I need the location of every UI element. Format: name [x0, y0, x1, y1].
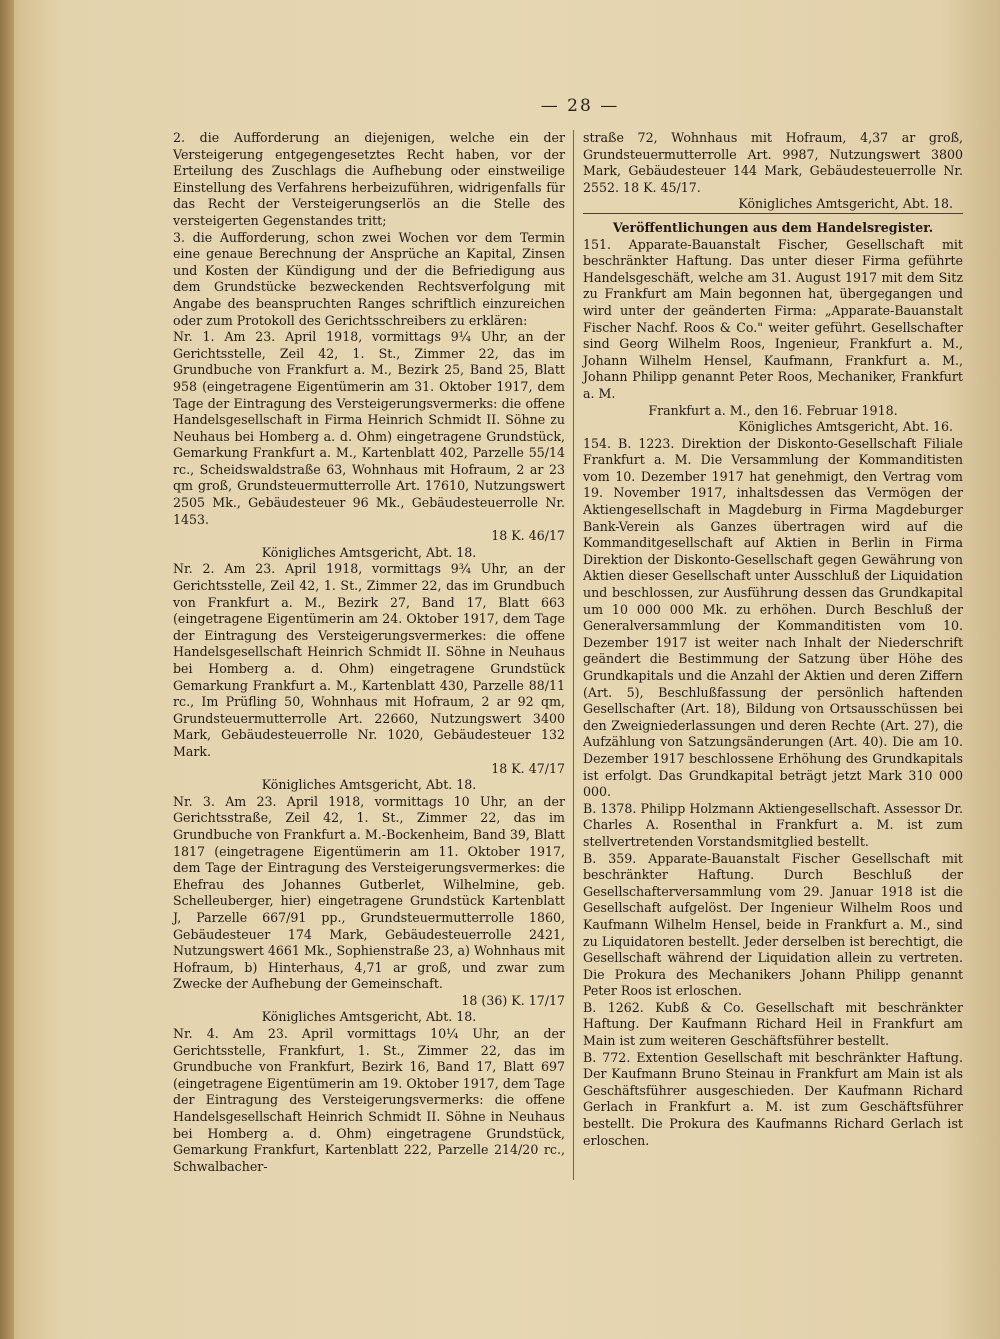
- left-column: [173, 130, 565, 1175]
- entry-nr-2: Nr. 2. Am 23. April 1918, vormittags 9¾ Uhr, an der Gerichtsstelle, Zeil 42, 1. St., Zimmer 22, das im Grundbuch von Frankfurt a. M., Bezirk 27, Band 17, Blatt 663 (eingetragene Eigentümerin am 24. Oktober 1917, dem Tage der Eintragung des Versteigerungsvermerkes: die offene Handelsgesellschaft Heinrich Schmidt II. Söhne in Neuhaus bei Homberg a. d. Ohm) eingetragene Grundstück Gemarkung Frankfurt a. M., Kartenblatt 430, Parzelle 88/11 rc., Im Prüfling 50, Wohnhaus mit Hofraum, 2 ar 92 qm, Grundsteuermutterrolle Art. 22660, Nutzungswert 3400 Mark, Gebäudesteuerrolle Nr. 1020, Gebäudesteuer 132 Mark.: [173, 561, 565, 759]
- register-entry-b1262: B. 1262. Kubß & Co. Gesellschaft mit beschränkter Haftung. Der Kaufmann Richard Heil in Frankfurt am Main ist zum weiteren Geschäftsführer bestellt.: [583, 999, 963, 1049]
- register-entry-b1378: B. 1378. Philipp Holzmann Aktiengesellschaft. Assessor Dr. Charles A. Rosenthal in Frankfurt a. M. ist zum stellvertretenden Vorstandsmitglied bestellt.: [583, 800, 963, 849]
- register-entry-b772: B. 772. Extention Gesellschaft mit beschränkter Haftung. Der Kaufmann Bruno Steinau in Frankfurt am Main ist als Geschäftsführer ausgeschieden. Der Kaufmann Richard Gerlach in Frankfurt a. M. ist zum Geschäftsführer bestellt. Die Prokura des Kaufmanns Richard Gerlach ist erloschen.: [583, 1049, 963, 1148]
- register-entry-151-date: Frankfurt a. M., den 16. Februar 1918.: [648, 402, 898, 418]
- entry-nr-1: Nr. 1. Am 23. April 1918, vormittags 9¼ Uhr, an der Gerichtsstelle, Zeil 42, 1. St., Zimmer 22, das im Grundbuche von Frankfurt a. M., Bezirk 25, Band 25, Blatt 958 (eingetragene Eigentümerin am 31. Oktober 1917, dem Tage der Eintragung des Versteigerungsvermerks: die offene Handelsgesellschaft in Firma Heinrich Schmidt II. Söhne zu Neuhaus bei Homberg a. d. Ohm) eingetragene Grundstück, Gemarkung Frankfurt a. M., Kartenblatt 402, Parzelle 55/14 rc., Scheidswaldstraße 63, Wohnhaus mit Hofraum, 2 ar 23 qm groß, Grundsteuermutterrolle Art. 17610, Nutzungswert 2505 Mk., Gebäudesteuer 96 Mk., Gebäudesteuerrolle Nr. 1453.: [173, 329, 565, 527]
- court-signature-2: Königliches Amtsgericht, Abt. 18.: [261, 777, 477, 793]
- right-column: [583, 130, 963, 1149]
- register-entry-b359: B. 359. Apparate-Bauanstalt Fischer Gesellschaft mit beschränkter Haftung. Durch Beschluß der Gesellschafterversammlung vom 29. Januar 1918 ist die Gesellschaft aufgelöst. Der Ingenieur Wilhelm Roos und Kaufmann Wilhelm Hensel, beide in Frankfurt a. M., sind zu Liquidatoren bestellt. Jeder derselben ist berechtigt, die Gesellschaft während der Liquidation allein zu vertreten. Die Prokura des Mechanikers Johann Philipp genannt Peter Roos ist erloschen.: [583, 850, 963, 999]
- court-signature-151: Königliches Amtsgericht, Abt. 16.: [738, 419, 953, 435]
- column-divider: [573, 130, 574, 1180]
- court-signature-1: Königliches Amtsgericht, Abt. 18.: [261, 544, 477, 560]
- register-entry-151: 151. Apparate-Bauanstalt Fischer, Gesellschaft mit beschränkter Haftung. Das unter dieser Firma geführte Handelsgeschäft, welche am 31. August 1917 mit dem Sitz zu Frankfurt am Main begonnen hat, übergegangen und wird unter der geänderten Firma: „Apparate-Bauanstalt Fischer Nachf. Roos & Co." weiter geführt. Gesellschafter sind Georg Wilhelm Roos, Ingenieur, Frankfurt a. M., Johann Wilhelm Hensel, Kaufmann, Frankfurt a. M., Johann Philipp genannt Peter Roos, Mechaniker, Frankfurt a. M.: [583, 236, 963, 401]
- entry-nr-2-reference: 18 K. 47/17: [491, 760, 565, 776]
- court-signature-4: Königliches Amtsgericht, Abt. 18.: [738, 196, 953, 212]
- entry-nr-4: Nr. 4. Am 23. April vormittags 10¼ Uhr, an der Gerichtsstelle, Frankfurt, 1. St., Zimmer 22, das im Grundbuche von Frankfurt, Bezirk 16, Band 17, Blatt 697 (eingetragene Eigentümerin am 19. Oktober 1917, dem Tage der Eintragung des Versteigerungsvermerks: die offene Handelsgesellschaft Heinrich Schmidt II. Söhne in Neuhaus bei Homberg a. d. Ohm) eingetragene Grundstück, Gemarkung Frankfurt, Kartenblatt 222, Parzelle 214/20 rc., Schwalbacher-: [173, 1026, 565, 1174]
- paragraph-2: 2. die Aufforderung an diejenigen, welche ein der Versteigerung entgegengesetztes Recht haben, vor der Erteilung des Zuschlags die Aufhebung oder einstweilige Einstellung des Verfahrens herbeizuführen, widrigenfalls für das Recht der Versteigerungserlös an die Stelle des versteigerten Gegenstandes tritt;: [173, 130, 565, 228]
- entry-nr-1-reference: 18 K. 46/17: [491, 528, 565, 544]
- book-spine: [0, 0, 14, 1339]
- entry-nr-3-reference: 18 (36) K. 17/17: [461, 992, 565, 1008]
- register-entry-154: 154. B. 1223. Direktion der Diskonto-Gesellschaft Filiale Frankfurt a. M. Die Versammlung der Kommanditisten vom 10. Dezember 1917 hat genehmigt, den Vertrag vom 19. November 1917, inhaltsdessen das Vermögen der Aktiengesellschaft in Magdeburg in Firma Magdeburger Bank-Verein als Ganzes übertragen wird auf die Kommanditgesellschaft auf Aktien in Berlin in Firma Direktion der Diskonto-Gesellschaft gegen Gewährung von Aktien dieser Gesellschaft unter Ausschluß der Liquidation und beschlossen, zur Ausführung dessen das Grundkapital um 10 000 000 Mk. zu erhöhen. Durch Beschluß der Generalversammlung der Kommanditisten vom 10. Dezember 1917 ist weiter nach Inhalt der Niederschrift geändert die Bestimmung der Satzung über Höhe des Grundkapitals und die Anzahl der Aktien und deren Ziffern (Art. 5), Beschlußfassung der persönlich haftenden Gesellschafter (Art. 18), Bildung von Ortsausschüssen bei den Zweigniederlassungen und deren Rechte (Art. 27), die Aufzählung von Satzungsänderungen (Art. 40). Die am 10. Dezember 1917 beschlossene Erhöhung des Grundkapitals ist erfolgt. Das Grundkapital beträgt jetzt Mark 310 000 000.: [583, 435, 963, 800]
- entry-nr-4-continuation: straße 72, Wohnhaus mit Hofraum, 4,37 ar groß, Grundsteuermutterrolle Art. 9987, Nutzungswert 3800 Mark, Gebäudesteuer 144 Mark, Gebäudesteuerrolle Nr. 2552. 18 K. 45/17.: [583, 130, 963, 195]
- page-number: — 28 —: [540, 96, 620, 116]
- court-signature-3: Königliches Amtsgericht, Abt. 18.: [261, 1009, 477, 1025]
- entry-nr-3: Nr. 3. Am 23. April 1918, vormittags 10 Uhr, an der Gerichtsstraße, Zeil 42, 1. St., Zimmer 22, das im Grundbuche von Frankfurt a. M.-Bockenheim, Band 39, Blatt 1817 (eingetragene Eigentümerin am 11. Oktober 1917, dem Tage der Eintragung des Versteigerungsvermerkes: die Ehefrau des Johannes Gutberlet, Wilhelmine, geb. Schelleuberger, hier) eingetragene Grundstück Kartenblatt J, Parzelle 667/91 pp., Grundsteuermutterrolle 1860, Gebäudesteuer 174 Mark, Gebäudesteuerrolle 2421, Nutzungswert 4661 Mk., Sophienstraße 23, a) Wohnhaus mit Hofraum, b) Hinterhaus, 4,71 ar groß, und zwar zum Zwecke der Aufhebung der Gemeinschaft.: [173, 793, 565, 992]
- paragraph-3: 3. die Aufforderung, schon zwei Wochen vor dem Termin eine genaue Berechnung der Ansprüche an Kapital, Zinsen und Kosten der Kündigung und der die Befriedigung aus dem Grundstücke bezweckenden Rechtsverfolgung mit Angabe des beanspruchten Ranges schriftlich einzureichen oder zum Protokoll des Gerichtsschreibers zu erklären:: [173, 229, 565, 328]
- section-heading-handelsregister: Veröffentlichungen aus dem Handelsregister.: [583, 213, 963, 237]
